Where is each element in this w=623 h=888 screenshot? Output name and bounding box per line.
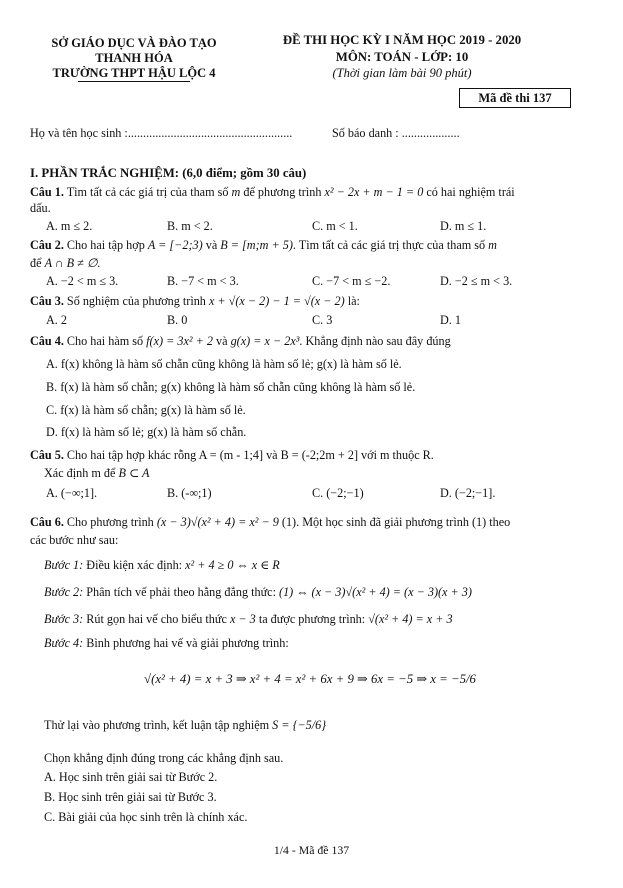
q1-option-d[interactable]: D. m ≤ 1. xyxy=(440,219,487,233)
q6-step4 xyxy=(44,636,289,651)
q4-option-c[interactable]: C. f(x) là hàm số chẵn; g(x) là hàm số lẻ. xyxy=(46,403,246,417)
q3-option-a[interactable]: A. 2 xyxy=(46,313,67,327)
q1-text-a: Tìm tất cả các giá trị của tham số xyxy=(66,185,229,199)
q2-condition: A ∩ B ≠ ∅. xyxy=(44,256,101,270)
q6-check-text: Thử lại vào phương trình, kết luận tập nghiệm xyxy=(44,718,270,732)
header-school: TRƯỜNG THPT HẬU LỘC 4 xyxy=(52,66,216,80)
q6-label: Câu 6. xyxy=(30,515,64,529)
q3-option-d[interactable]: D. 1 xyxy=(440,313,461,327)
q5-option-a[interactable]: A. (−∞;1]. xyxy=(46,486,98,500)
student-name-field: Họ và tên học sinh :...................................................... xyxy=(30,126,293,140)
q2-text-b: . Tìm tất cả các giá trị thực của tham số xyxy=(292,238,486,252)
section-title: I. PHẦN TRẮC NGHIỆM: (6,0 điểm; gồm 30 câu) xyxy=(30,166,307,180)
q6-step2-math: (1) ⇔ (x − 3)√(x² + 4) = (x − 3)(x + 3) xyxy=(279,585,472,599)
header-dept: SỞ GIÁO DỤC VÀ ĐÀO TẠO xyxy=(51,36,217,50)
q4-option-d[interactable]: D. f(x) là hàm số lẻ; g(x) là hàm số chẵn. xyxy=(46,425,247,439)
q4-option-b[interactable]: B. f(x) là hàm số chẵn; g(x) không là hàm số chẵn cũng không là hàm số lẻ. xyxy=(46,380,416,394)
q2-option-b[interactable]: B. −7 < m < 3. xyxy=(167,274,239,288)
q6-step1-math: x² + 4 ≥ 0 ⇔ x ∈ R xyxy=(185,558,280,572)
q3-text-a: Số nghiệm của phương trình xyxy=(66,294,206,308)
q4-f: f(x) = 3x² + 2 xyxy=(146,334,213,348)
q6-step3-text2: ta được phương trình: xyxy=(258,612,366,626)
q6-step1-text: Điều kiện xác định: xyxy=(86,558,183,572)
q5-line2 xyxy=(44,466,149,481)
q2-option-d[interactable]: D. −2 ≤ m < 3. xyxy=(440,274,513,288)
q2-text-and: và xyxy=(205,238,218,252)
exam-subject: MÔN: TOÁN - LỚP: 10 xyxy=(335,50,469,64)
q6-step4-text: Bình phương hai vế và giải phương trình: xyxy=(86,636,289,650)
q6-text-c: các bước như sau: xyxy=(30,533,119,547)
q6-step3-text: Rút gọn hai vế cho biểu thức xyxy=(86,612,227,626)
q5-label: Câu 5. xyxy=(30,448,64,462)
q2-text-a: Cho hai tập hợp xyxy=(66,238,145,252)
q4-g: g(x) = x − 2x³ xyxy=(230,334,300,348)
q6-step3-label: Bước 3: xyxy=(44,612,84,626)
q1-label: Câu 1. xyxy=(30,185,64,199)
exam-title: ĐỀ THI HỌC KỲ I NĂM HỌC 2019 - 2020 xyxy=(282,33,522,47)
q5-condition: B ⊂ A xyxy=(118,466,150,480)
exam-duration: (Thời gian làm bài 90 phút) xyxy=(332,66,472,80)
q3-text-b: là: xyxy=(347,294,360,308)
q5-line1 xyxy=(30,448,434,463)
q2-option-a[interactable]: A. −2 < m ≤ 3. xyxy=(46,274,119,288)
q6-check-line xyxy=(44,718,326,733)
q2-label: Câu 2. xyxy=(30,238,64,252)
q3-option-b[interactable]: B. 0 xyxy=(167,313,188,327)
q5-text-a: Cho hai tập hợp khác rỗng A = (m - 1;4] và B = (-2;2m + 2] với m thuộc R. xyxy=(66,448,434,462)
q4-text-a: Cho hai hàm số xyxy=(66,334,144,348)
q6-step2-text: Phân tích vế phải theo hằng đẳng thức: xyxy=(86,585,276,599)
q1-var: m xyxy=(231,185,241,199)
q6-step1-label: Bước 1: xyxy=(44,558,84,572)
q6-step2 xyxy=(44,585,472,600)
q6-line1 xyxy=(30,515,510,530)
q6-step4-label: Bước 4: xyxy=(44,636,84,650)
q1-option-b[interactable]: B. m < 2. xyxy=(167,219,213,233)
q2-set-a: A = [−2;3) xyxy=(147,238,203,252)
page-footer: 1/4 - Mã đề 137 xyxy=(273,843,350,857)
q6-option-b[interactable]: B. Học sinh trên giải sai từ Bước 3. xyxy=(44,790,217,804)
q1-text-d: dấu. xyxy=(30,201,51,215)
student-id-field: Số báo danh : ................... xyxy=(332,126,460,140)
q4-line1 xyxy=(30,334,451,349)
q5-option-c[interactable]: C. (−2;−1) xyxy=(312,486,364,500)
q6-step4-math: √(x² + 4) = x + 3 ⇒ x² + 4 = x² + 6x + 9 ⇒ 6x = −5 ⇒ x = −5/6 xyxy=(144,672,476,686)
q3-equation: x + √(x − 2) − 1 = √(x − 2) xyxy=(208,294,345,308)
q6-option-a[interactable]: A. Học sinh trên giải sai từ Bước 2. xyxy=(44,770,218,784)
q6-text-b: (1). Một học sinh đã giải phương trình (1) theo xyxy=(281,515,511,529)
q6-step3-expr: x − 3 xyxy=(229,612,256,626)
q3-option-c[interactable]: C. 3 xyxy=(312,313,333,327)
q5-text-b: Xác định m để xyxy=(44,466,116,480)
school-underline xyxy=(78,81,190,82)
q6-equation: (x − 3)√(x² + 4) = x² − 9 xyxy=(156,515,279,529)
q1-option-a[interactable]: A. m ≤ 2. xyxy=(46,219,93,233)
q6-step1 xyxy=(44,558,280,573)
q2-set-b: B = [m;m + 5) xyxy=(220,238,293,252)
q6-check-set: S = {−5/6} xyxy=(272,718,327,732)
q1-equation: x² − 2x + m − 1 = 0 xyxy=(324,185,424,199)
q4-option-a[interactable]: A. f(x) không là hàm số chẵn cũng không là hàm số lẻ; g(x) là hàm số lẻ. xyxy=(46,357,402,371)
q6-step3 xyxy=(44,612,453,627)
q1-option-c[interactable]: C. m < 1. xyxy=(312,219,358,233)
q5-option-b[interactable]: B. (-∞;1) xyxy=(167,486,212,500)
q2-var: m xyxy=(488,238,497,252)
q6-option-c[interactable]: C. Bài giải của học sinh trên là chính xác. xyxy=(44,810,248,824)
header-province: THANH HÓA xyxy=(95,51,173,65)
q1-text-c: có hai nghiệm trái xyxy=(426,185,515,199)
q1-text-b: để phương trình xyxy=(243,185,322,199)
q5-option-d[interactable]: D. (−2;−1]. xyxy=(440,486,496,500)
q2-option-c[interactable]: C. −7 < m ≤ −2. xyxy=(312,274,391,288)
q2-line1 xyxy=(30,238,497,253)
q6-choose-text: Chọn khẳng định đúng trong các khẳng định sau. xyxy=(44,751,284,765)
q2-text-c: để xyxy=(30,256,42,270)
q1-line1 xyxy=(30,185,515,200)
q4-text-and: và xyxy=(216,334,228,348)
q6-text-a: Cho phương trình xyxy=(66,515,154,529)
q4-label: Câu 4. xyxy=(30,334,64,348)
q3-line1 xyxy=(30,294,360,309)
exam-code-box: Mã đề thi 137 xyxy=(459,88,571,108)
q6-step3-math: √(x² + 4) = x + 3 xyxy=(368,612,453,626)
q4-text-b: . Khẳng định nào sau đây đúng xyxy=(299,334,451,348)
q6-step2-label: Bước 2: xyxy=(44,585,84,599)
q3-label: Câu 3. xyxy=(30,294,64,308)
q2-line2 xyxy=(30,256,101,271)
